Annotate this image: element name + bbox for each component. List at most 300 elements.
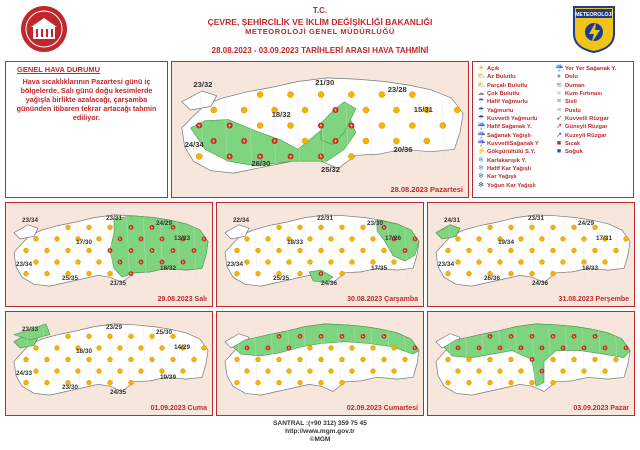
turkey-map [428,312,635,416]
sun-icon [34,237,39,242]
partly-cloudy-icon: ⛅ [477,81,486,89]
city-temp-label: 18/33 [582,264,598,272]
legend-label: Hafif Kar Yağışlı [487,166,532,173]
legend-label: Kuvvetli Yağmurlu [487,116,538,123]
city-temp-label: 18/32 [160,264,176,272]
sun-icon [392,260,397,265]
sun-icon [348,92,354,98]
legend-label: Açık [487,66,500,72]
sun-icon [329,369,334,374]
sun-icon [509,225,514,230]
south-wind-icon: ↗ [556,123,562,131]
sun-icon [371,369,376,374]
sun-icon [530,271,535,276]
map-date-label: 28.08.2023 Pazartesi [390,185,463,194]
sun-icon [361,225,366,230]
sun-icon [241,107,247,113]
sun-icon [403,357,408,362]
legend-item [555,115,629,123]
sun-icon [287,369,292,374]
sun-icon [308,369,313,374]
sun-icon [256,271,261,276]
sun-icon [519,260,524,265]
map-day5 [5,311,213,416]
sun-icon [97,260,102,265]
legend-label: Karlakarışık Y. [487,157,527,164]
legend-label: Az Bulutlu [487,74,516,81]
city-temp-label: 23/29 [106,323,122,331]
sun-icon [129,357,134,362]
city-temp-label: 14/29 [174,344,190,352]
sun-icon [350,237,355,242]
light-rain-icon: ☂ [477,98,485,106]
map-day7 [427,311,635,416]
sun-icon [519,237,524,242]
sun-icon [318,92,324,98]
sun-icon [277,380,282,385]
city-temp-label: 23/30 [367,220,383,228]
city-temp-label: 23/32 [193,80,213,90]
cold-icon: ■ [556,148,562,156]
sun-icon [108,380,113,385]
sun-icon [308,346,313,351]
sun-icon [55,237,60,242]
sun-icon [446,357,451,362]
sun-icon [488,225,493,230]
sun-icon [361,248,366,253]
sun-icon [245,237,250,242]
sun-icon [551,380,556,385]
legend-item [477,123,551,131]
sun-icon [477,237,482,242]
thunderstorm-icon: ⚡ [477,148,486,156]
sun-icon [582,369,587,374]
sun-icon [509,248,514,253]
sun-icon [129,334,134,339]
sun-icon [288,92,294,98]
sun-icon [498,260,503,265]
legend-item [477,90,551,98]
city-temp-label: 21/35 [110,279,126,287]
legend-item [477,65,551,73]
sun-icon [97,369,102,374]
legend-item [477,82,551,90]
city-temp-label: 17/35 [371,264,387,272]
sun-icon [298,225,303,230]
city-temp-label: 24/34 [184,139,204,149]
forecast-title: 28.08.2023 - 03.09.2023 TARİHLERİ ARASI HAVA TAHMİNİ [211,45,429,55]
sun-icon [519,369,524,374]
sun-icon [235,248,240,253]
sun-icon [509,380,514,385]
legend-item [477,157,551,165]
legend-label: Gökgürültülü S.Y. [487,149,536,156]
sun-icon [308,260,313,265]
legend-item [477,148,551,156]
legend-label: Hafif Sağanak Y. [487,124,532,131]
legend-item [555,73,629,81]
sun-icon [24,271,29,276]
sun-icon [551,248,556,253]
sun-icon [467,248,472,253]
city-temp-label: 23/34 [16,261,32,269]
legend-item [477,73,551,81]
legend-label: Kar Yağışlı [487,174,517,181]
sun-icon [603,260,608,265]
sun-icon [108,225,113,230]
legend-item [477,173,551,181]
sun-icon [614,357,619,362]
sun-icon [129,380,134,385]
sun-icon [34,260,39,265]
light-shower-icon: ☔ [477,123,486,131]
legend-label: Kuzeyli Rüzgar [565,132,607,139]
sun-icon [66,248,71,253]
sun-icon [118,369,123,374]
sun-icon [211,107,217,113]
city-temp-label: 23/31 [106,214,122,222]
map-date-label: 02.09.2023 Cumartesi [346,405,418,412]
sun-icon [87,380,92,385]
sun-icon [371,237,376,242]
shower-icon: ☔ [477,131,486,139]
snow-icon: ❄ [478,173,484,181]
sun-icon [551,357,556,362]
sun-icon [97,237,102,242]
city-temp-label: 18/33 [287,238,303,246]
legend-label: Yağmurlu [487,107,514,114]
cloudy-icon: ☁ [477,90,485,98]
sun-icon [477,260,482,265]
sun-icon [561,369,566,374]
legend-item [477,115,551,123]
sun-icon [593,357,598,362]
sun-icon [45,248,50,253]
legend-label: Puslu [565,107,581,114]
map-day4 [427,202,635,307]
north-wind-icon: ↗ [556,131,562,139]
sun-icon [257,123,263,129]
city-temp-label: 24/36 [321,279,337,287]
sun-icon [456,237,461,242]
legend-label: Yoğun Kar Yağışlı [487,182,536,189]
city-temp-label: 24/29 [578,220,594,228]
sun-icon [329,237,334,242]
legend-label: Parçalı Bulutlu [487,82,528,89]
sun-icon [456,369,461,374]
legend-item [555,123,629,131]
sun-icon [139,346,144,351]
sun-icon [350,369,355,374]
sun-icon [150,357,155,362]
sun-icon [350,346,355,351]
few-clouds-icon: ⛅ [477,73,486,81]
legend-label: Sağanak Yağışlı [487,132,531,139]
sun-icon [302,138,308,144]
sun-icon [192,357,197,362]
city-temp-label: 20/36 [393,144,413,154]
sun-icon [87,334,92,339]
sun-icon [160,346,165,351]
sun-icon [319,225,324,230]
sun-icon [76,369,81,374]
sun-icon [108,271,113,276]
city-temp-label: 22/31 [317,214,333,222]
sun-icon [340,380,345,385]
sun-icon [454,107,460,113]
city-temp-label: 24/29 [156,220,172,228]
sun-icon: ☀ [477,65,485,72]
city-temp-label: 18/30 [76,347,92,355]
sun-icon [97,346,102,351]
sun-icon [348,153,354,159]
sun-icon [202,346,207,351]
smoke-icon: ≋ [556,81,562,89]
sun-icon [55,369,60,374]
sun-icon [277,225,282,230]
sun-icon [572,225,577,230]
sun-icon [308,237,313,242]
rain-icon: ☂ [477,106,485,114]
sun-icon [361,357,366,362]
footer-web[interactable]: http://www.mgm.gov.tr [285,428,355,435]
sun-icon [424,138,430,144]
local-shower-icon: ☔ [555,65,564,72]
legend-label: Güneyli Rüzgar [565,124,608,131]
city-temp-label: 24/35 [110,388,126,396]
strong-wind-icon: ➶ [556,115,562,123]
legend-label: Sıcak [565,141,581,148]
sun-icon [288,123,294,129]
summary-text: Hava sıcaklıklarının Pazartesi günü iç bölgelerde, Salı günü doğu kesimlerde yağışla birlikte azalacağı, çarşamba gününden itibaren tekrar artacağı tahmin ediliyor. [16,77,157,122]
sun-icon [379,92,385,98]
city-temp-label: 26/30 [251,158,271,168]
city-temp-label: 17/30 [76,238,92,246]
sun-icon [66,225,71,230]
legend-item [555,98,629,106]
sun-icon [409,123,415,129]
sun-icon [298,248,303,253]
sun-icon [319,380,324,385]
sun-icon [139,369,144,374]
sun-icon [118,346,123,351]
legend-item [477,165,551,173]
legend-item [555,107,629,115]
sun-icon [392,346,397,351]
legend-item [477,132,551,140]
sun-icon [181,369,186,374]
legend-item [477,140,551,148]
map-day1 [171,61,469,198]
sun-icon [266,260,271,265]
sun-icon [45,271,50,276]
map-date-label: 03.09.2023 Pazar [573,405,629,412]
city-temp-label: 17/26 [385,235,401,243]
sun-icon [572,357,577,362]
sun-icon [34,369,39,374]
sun-icon [340,248,345,253]
sun-icon [340,225,345,230]
map-date-label: 31.08.2023 Perşembe [558,296,629,303]
legend-item [555,132,629,140]
sun-icon [150,334,155,339]
sun-icon [298,380,303,385]
city-temp-label: 19/39 [160,373,176,381]
city-temp-label: 23/34 [22,216,38,224]
sun-icon [363,138,369,144]
city-temp-label: 26/36 [484,275,500,283]
legend-label: Kum Fırtınası [565,91,603,98]
sun-icon [24,248,29,253]
city-temp-label: 23/28 [387,85,407,95]
sun-icon [34,346,39,351]
city-temp-label: 17/31 [596,235,612,243]
legend-item [555,82,629,90]
sun-icon [393,138,399,144]
sun-icon [87,248,92,253]
legend-label: Sisli [565,99,577,106]
legend-item [555,65,629,73]
legend-label: KuvvetliSağanak Y [487,141,539,148]
sun-icon [582,237,587,242]
city-temp-label: 24/31 [444,216,460,224]
city-temp-label: 24/36 [532,279,548,287]
sun-icon [196,153,202,159]
sun-icon [277,357,282,362]
footer [0,420,640,444]
sun-icon [277,248,282,253]
sun-icon [329,346,334,351]
sun-icon [540,237,545,242]
footer-copyright: ©MGM [309,436,331,443]
sun-icon [319,248,324,253]
sun-icon [319,357,324,362]
hail-icon: ● [556,73,562,81]
sun-icon [76,260,81,265]
city-temp-label: 23/30 [62,384,78,392]
sun-icon [446,271,451,276]
sun-icon [108,357,113,362]
sandstorm-icon: ≈ [557,90,561,98]
legend-item [477,107,551,115]
sun-icon [509,357,514,362]
sun-icon [55,346,60,351]
legend-item [477,182,551,190]
sun-icon [87,357,92,362]
general-weather-panel [5,61,168,198]
sun-icon [561,260,566,265]
sun-icon [603,369,608,374]
city-temp-label: 25/30 [156,329,172,337]
sun-icon [551,225,556,230]
turkey-map [217,312,424,416]
sun-icon [467,271,472,276]
org-line-1: T.C. [312,6,328,15]
sun-icon [302,107,308,113]
sun-icon [477,369,482,374]
city-temp-label: 19/34 [498,238,514,246]
map-day3 [216,202,424,307]
sun-icon [235,380,240,385]
footer-phone: SANTRAL :(+90 312) 359 75 45 [273,420,367,427]
org-line-3: METEOROLOJİ GENEL MÜDÜRLÜĞÜ [245,27,395,36]
sun-icon [45,357,50,362]
city-temp-label: 23/34 [227,261,243,269]
legend-label: Yer Yer Sağanak Y. [565,66,617,72]
sun-icon [456,260,461,265]
city-temp-label: 13/23 [174,235,190,243]
org-line-2: ÇEVRE, ŞEHİRCİLİK VE İKLİM DEĞİŞİKLİĞİ BAKANLIĞI [207,16,433,27]
sun-icon [245,260,250,265]
city-temp-label: 24/33 [16,370,32,378]
city-temp-label: 21/30 [315,77,335,87]
city-temp-label: 23/33 [22,325,38,333]
sun-icon [446,380,451,385]
sun-icon [551,271,556,276]
sun-icon [87,271,92,276]
sun-icon [371,346,376,351]
legend-label: Çok Bulutlu [487,91,520,98]
sun-icon [245,369,250,374]
sun-icon [171,357,176,362]
city-temp-label: 18/32 [271,110,291,120]
sun-icon [540,260,545,265]
sun-icon [530,248,535,253]
city-temp-label: 15/31 [413,105,433,115]
sun-icon [24,380,29,385]
sun-icon [561,237,566,242]
legend-label: Dolu [565,74,578,81]
sun-icon [593,248,598,253]
sun-icon [530,225,535,230]
sun-icon [530,380,535,385]
hot-icon: ■ [556,140,562,148]
legend-item [555,90,629,98]
heavy-snow-icon: ❄ [478,181,484,189]
heavy-rain-icon: ☂ [477,115,485,123]
mist-icon: ≡ [556,106,562,114]
map-day2 [5,202,213,307]
summary-title: GENEL HAVA DURUMU [17,65,101,74]
sun-icon [340,357,345,362]
sun-icon [287,260,292,265]
sun-icon [256,380,261,385]
legend-item [477,98,551,106]
sun-icon [235,271,240,276]
sun-icon [256,357,261,362]
sun-icon [382,248,387,253]
sun-icon [488,248,493,253]
sun-icon [298,271,303,276]
ministry-logo [20,5,68,53]
sun-icon [488,380,493,385]
sun-icon [498,369,503,374]
sun-icon [329,260,334,265]
header [0,0,640,58]
sun-icon [467,357,472,362]
city-temp-label: 25/35 [62,275,78,283]
sun-icon [66,357,71,362]
sun-icon [108,334,113,339]
map-date-label: 30.08.2023 Çarşamba [347,296,418,303]
sleet-icon: ❄ [478,156,484,164]
sun-icon [45,380,50,385]
sun-icon [87,225,92,230]
sun-icon [624,237,629,242]
city-temp-label: 25/32 [321,164,341,174]
sun-icon [467,380,472,385]
sun-icon [393,107,399,113]
